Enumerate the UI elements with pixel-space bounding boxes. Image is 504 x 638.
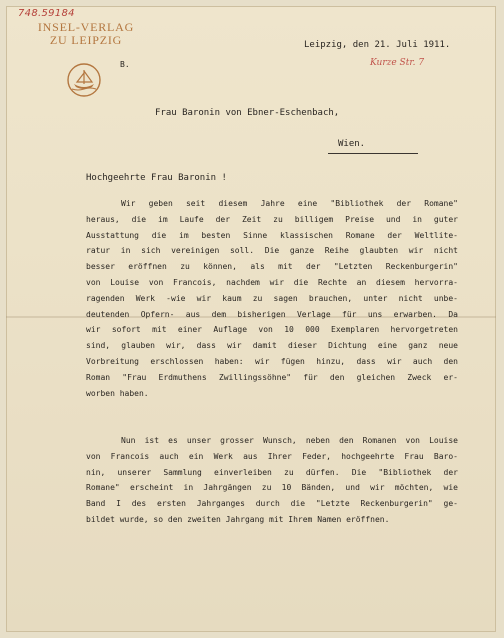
paragraph-line: besser eröffnen zu können, als mit der "Letzten Reckenburgerin"	[86, 262, 458, 272]
paragraph-line: Nun ist es unser grosser Wunsch, neben den Romanen von Louise	[121, 436, 458, 445]
paragraph-line: Vorbreitung erschlossen haben: wir fügen hinzu, dass wir auch den	[86, 356, 458, 366]
recipient-name: Frau Baronin von Ebner-Eschenbach,	[155, 108, 340, 118]
paragraph-line: ragenden Werk -wie wir kaum zu sagen brauchen, unter nicht unbe-	[86, 293, 458, 303]
paragraph-line: bildet wurde, so den zweiten Jahrgang mit Ihrem Namen eröffnen.	[86, 514, 390, 524]
paragraph-line: von Louise von Francois, nachdem wir die Rechte an diesem hervorra-	[86, 277, 458, 287]
dateline: Leipzig, den 21. Juli 1911.	[304, 40, 451, 50]
handwritten-note: Kurze Str. 7	[370, 58, 425, 68]
paragraph-2	[86, 433, 458, 528]
paragraph-line: Roman "Frau Erdmuthens Zwillingssöhne" für den gleichen Zweck er-	[86, 372, 458, 382]
paragraph-line: heraus, die im Laufe der Zeit zu billigem Preise und in guter	[86, 214, 458, 224]
paragraph-line: Wir geben seit diesem Jahre eine "Bibliothek der Romane"	[121, 199, 458, 208]
paragraph-line: ratur in sich vereinigen soll. Die ganze Reihe glaubten wir nicht	[86, 246, 458, 256]
paragraph-line: nin, unserer Sammlung einverleiben zu dürfen. Die "Bibliothek der	[86, 467, 458, 477]
letterhead-line-1: INSEL-VERLAG	[37, 20, 135, 34]
city-underline	[328, 153, 418, 154]
paragraph-line: Band I des ersten Jahrganges durch die "Letzte Reckenburgerin" ge-	[86, 499, 458, 509]
salutation: Hochgeehrte Frau Baronin !	[86, 173, 227, 183]
paragraph-line: sind, glauben wir, dass wir damit dieser Dichtung eine ganz neue	[86, 341, 458, 351]
ship-logo-icon	[66, 62, 102, 98]
paragraph-line: deutenden Opfern- aus dem bisherigen Verlage für uns erwarben. Da	[86, 309, 458, 319]
paragraph-line: Ausstattung die im besten Sinne klassischen Romane der Weltlite-	[86, 230, 458, 240]
letterhead-company	[36, 21, 136, 47]
paragraph-line: Romane" erscheint in Jahrgängen zu 10 Bänden, und wir möchten, wie	[86, 483, 458, 493]
paragraph-line: wir sofort mit einer Auflage von 10 000 Exemplaren hervorgetreten	[86, 325, 458, 335]
paragraph-1	[86, 196, 458, 401]
paragraph-line: von Francois auch ein Werk aus Ihrer Feder, hochgeehrte Frau Baro-	[86, 451, 458, 461]
paragraph-line: worben haben.	[86, 388, 149, 398]
recipient-city: Wien.	[338, 139, 366, 149]
archive-stamp-number: 748.59184	[18, 8, 75, 19]
letterhead-suffix: B.	[120, 60, 130, 69]
letterhead-line-2: ZU LEIPZIG	[49, 33, 123, 47]
